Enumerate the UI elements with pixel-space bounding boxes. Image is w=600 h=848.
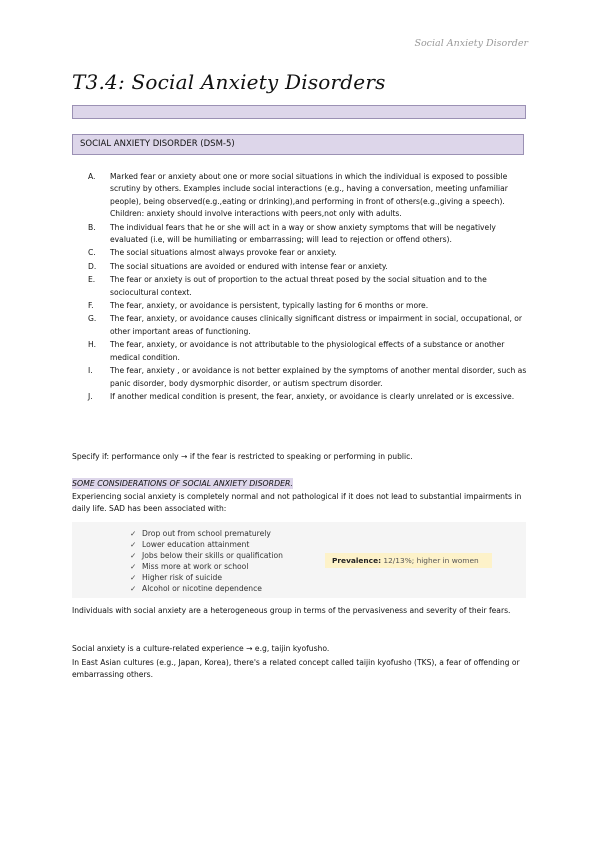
specifier-note: Specify if: performance only → if the fear is restricted to speaking or performing in public. (72, 452, 413, 461)
criterion-text: The social situations almost always provoke fear or anxiety. (110, 248, 337, 258)
check-icon: ✓ (130, 584, 137, 593)
section-heading-dsm5: SOCIAL ANXIETY DISORDER (DSM-5) (72, 134, 524, 155)
check-icon: ✓ (130, 529, 137, 538)
association-item: ✓ Drop out from school prematurely (130, 529, 271, 538)
check-icon: ✓ (130, 562, 137, 571)
criterion-a (88, 171, 528, 221)
criterion-text: The fear, anxiety, or avoidance is not attributable to the physiological effects of a substance or another medical condition. (110, 340, 505, 362)
criterion-b (88, 222, 528, 247)
criterion-letter: I. (88, 366, 93, 376)
criterion-letter: H. (88, 340, 96, 350)
check-icon: ✓ (130, 540, 137, 549)
criterion-letter: A. (88, 172, 96, 181)
criterion-i (88, 365, 528, 390)
running-header: Social Anxiety Disorder (414, 38, 528, 49)
criterion-text: The fear, anxiety, or avoidance is persistent, typically lasting for 6 months or more. (110, 301, 429, 311)
association-item: ✓ Higher risk of suicide (130, 573, 223, 582)
criterion-text: The fear, anxiety , or avoidance is not better explained by the symptoms of another mental disorder, such as panic disorder, body dysmorphic disorder, or autism spectrum disorder. (110, 366, 527, 388)
criterion-text: The social situations are avoided or endured with intense fear or anxiety. (110, 261, 388, 271)
criterion-letter: F. (88, 301, 94, 311)
criterion-letter: G. (88, 314, 97, 324)
dsm5-criteria-list (88, 171, 528, 404)
association-item: ✓ Lower education attainment (130, 540, 250, 549)
title-underline-bar (72, 105, 526, 119)
prevalence-label: Prevalence: (332, 556, 382, 565)
heterogeneous-paragraph: Individuals with social anxiety are a heterogeneous group in terms of the pervasiveness and severity of their fears. (72, 606, 511, 615)
criterion-d (88, 261, 528, 273)
check-icon: ✓ (130, 573, 137, 582)
culture-paragraph: Social anxiety is a culture-related experience → e.g, taijin kyofusho. (72, 644, 330, 653)
criterion-h (88, 339, 528, 364)
considerations-heading: SOME CONSIDERATIONS OF SOCIAL ANXIETY DISORDER. (72, 479, 293, 488)
criterion-c (88, 247, 528, 259)
criterion-j (88, 391, 528, 403)
criterion-text: The fear, anxiety, or avoidance causes clinically significant distress or impairment in social, occupational, or other important areas of functioning. (110, 314, 523, 336)
criterion-letter: D. (88, 261, 97, 271)
considerations-intro: Experiencing social anxiety is completely normal and not pathological if it does not lead to substantial impairments in daily life. SAD has been associated with: (72, 492, 522, 514)
east-asian-paragraph: In East Asian cultures (e.g., Japan, Korea), there's a related concept called taijin kyofusho (TKS), a fear of offending or embarrassing others. (72, 658, 520, 680)
associations-list (130, 528, 283, 594)
criterion-letter: B. (88, 222, 96, 232)
association-item: ✓ Alcohol or nicotine dependence (130, 584, 262, 593)
association-item: ✓ Jobs below their skills or qualification (130, 551, 283, 560)
page-title: T3.4: Social Anxiety Disorders (72, 70, 386, 94)
prevalence-value: 12/13%; higher in women (383, 556, 479, 565)
criterion-f (88, 300, 528, 312)
criterion-text: The fear or anxiety is out of proportion to the actual threat posed by the social situation and to the sociocultural context. (110, 275, 487, 297)
criterion-letter: J. (88, 391, 93, 401)
prevalence-callout (325, 553, 492, 568)
check-icon: ✓ (130, 551, 137, 560)
criterion-letter: E. (88, 275, 96, 285)
criterion-text: If another medical condition is present, the fear, anxiety, or avoidance is clearly unrelated or is excessive. (110, 391, 515, 401)
criterion-e (88, 274, 528, 299)
association-item: ✓ Miss more at work or school (130, 562, 249, 571)
criterion-g (88, 313, 528, 338)
criterion-text: The individual fears that he or she will act in a way or show anxiety symptoms that will be negatively evaluated (i.e, will be humiliating or embarrassing; will lead to rejection or offend others). (110, 222, 496, 245)
criterion-text: Marked fear or anxiety about one or more social situations in which the individual is exposed to possible scrutiny by others. Examples include social interactions (e.g., having a conversation, meeting unfamiliar people), being observed(e.g.,eating or drinking),and performing in front of others(e.g.,giving a speech). Children: anxiety should involve interactions with peers,not only with adults. (110, 172, 508, 219)
criterion-letter: C. (88, 248, 96, 258)
